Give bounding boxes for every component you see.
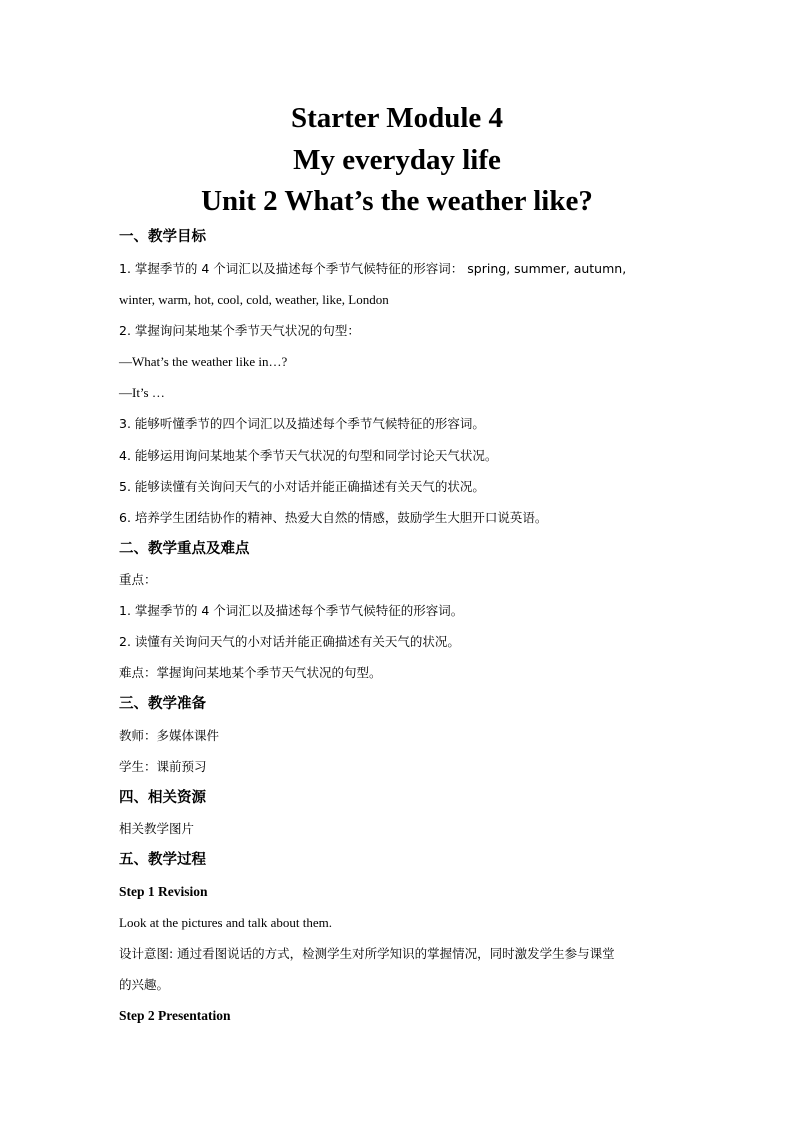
objective-5: 5. 能够读懂有关询问天气的小对话并能正确描述有关天气的状况。 [119, 479, 485, 494]
objective-2: 2. 掌握询问某地某个季节天气状况的句型： [119, 323, 360, 338]
section-heading-preparation: 三、教学准备 [119, 696, 206, 712]
key-points-label: 重点： [119, 572, 157, 587]
step-2-title: Step 2 Presentation [119, 1008, 231, 1023]
title-line-3: Unit 2 What’s the weather like? [201, 185, 593, 217]
title-line-1: Starter Module 4 [290, 102, 504, 134]
preparation-teacher: 教师：多媒体课件 [119, 728, 220, 743]
key-point-1: 1. 掌握季节的 4 个词汇以及描述每个季节气候特征的形容词。 [119, 603, 464, 618]
step-1-text: Look at the pictures and talk about them. [119, 915, 332, 930]
objective-4: 4. 能够运用询问某地某个季节天气状况的句型和同学讨论天气状况。 [119, 448, 498, 463]
step-1-title: Step 1 Revision [119, 884, 208, 899]
objective-2-question: —What’s the weather like in…? [119, 354, 288, 369]
section-heading-objectives: 一、教学目标 [119, 229, 206, 245]
resources-text: 相关教学图片 [119, 821, 195, 836]
key-point-2: 2. 读懂有关询问天气的小对话并能正确描述有关天气的状况。 [119, 634, 460, 649]
objective-3: 3. 能够听懂季节的四个词汇以及描述每个季节气候特征的形容词。 [119, 416, 485, 431]
objective-1-line-2: winter, warm, hot, cool, cold, weather, like, London [119, 292, 389, 307]
section-heading-key-points: 二、教学重点及难点 [119, 541, 250, 557]
section-heading-resources: 四、相关资源 [119, 790, 206, 806]
step-1-intent-line-2: 的兴趣。 [119, 977, 170, 992]
preparation-student: 学生：课前预习 [119, 759, 207, 774]
objective-1-line-1: 1. 掌握季节的 4 个词汇以及描述每个季节气候特征的形容词： spring, summer, autumn, [119, 261, 627, 276]
section-heading-process: 五、教学过程 [119, 852, 206, 868]
objective-2-answer: —It’s … [119, 385, 165, 400]
title-line-2: My everyday life [293, 144, 501, 176]
difficult-point: 难点：掌握询问某地某个季节天气状况的句型。 [119, 665, 382, 680]
step-1-intent-line-1: 设计意图: 通过看图说话的方式，检测学生对所学知识的掌握情况，同时激发学生参与课堂 [119, 946, 615, 961]
objective-6: 6. 培养学生团结协作的精神、热爱大自然的情感，鼓励学生大胆开口说英语。 [119, 510, 548, 525]
